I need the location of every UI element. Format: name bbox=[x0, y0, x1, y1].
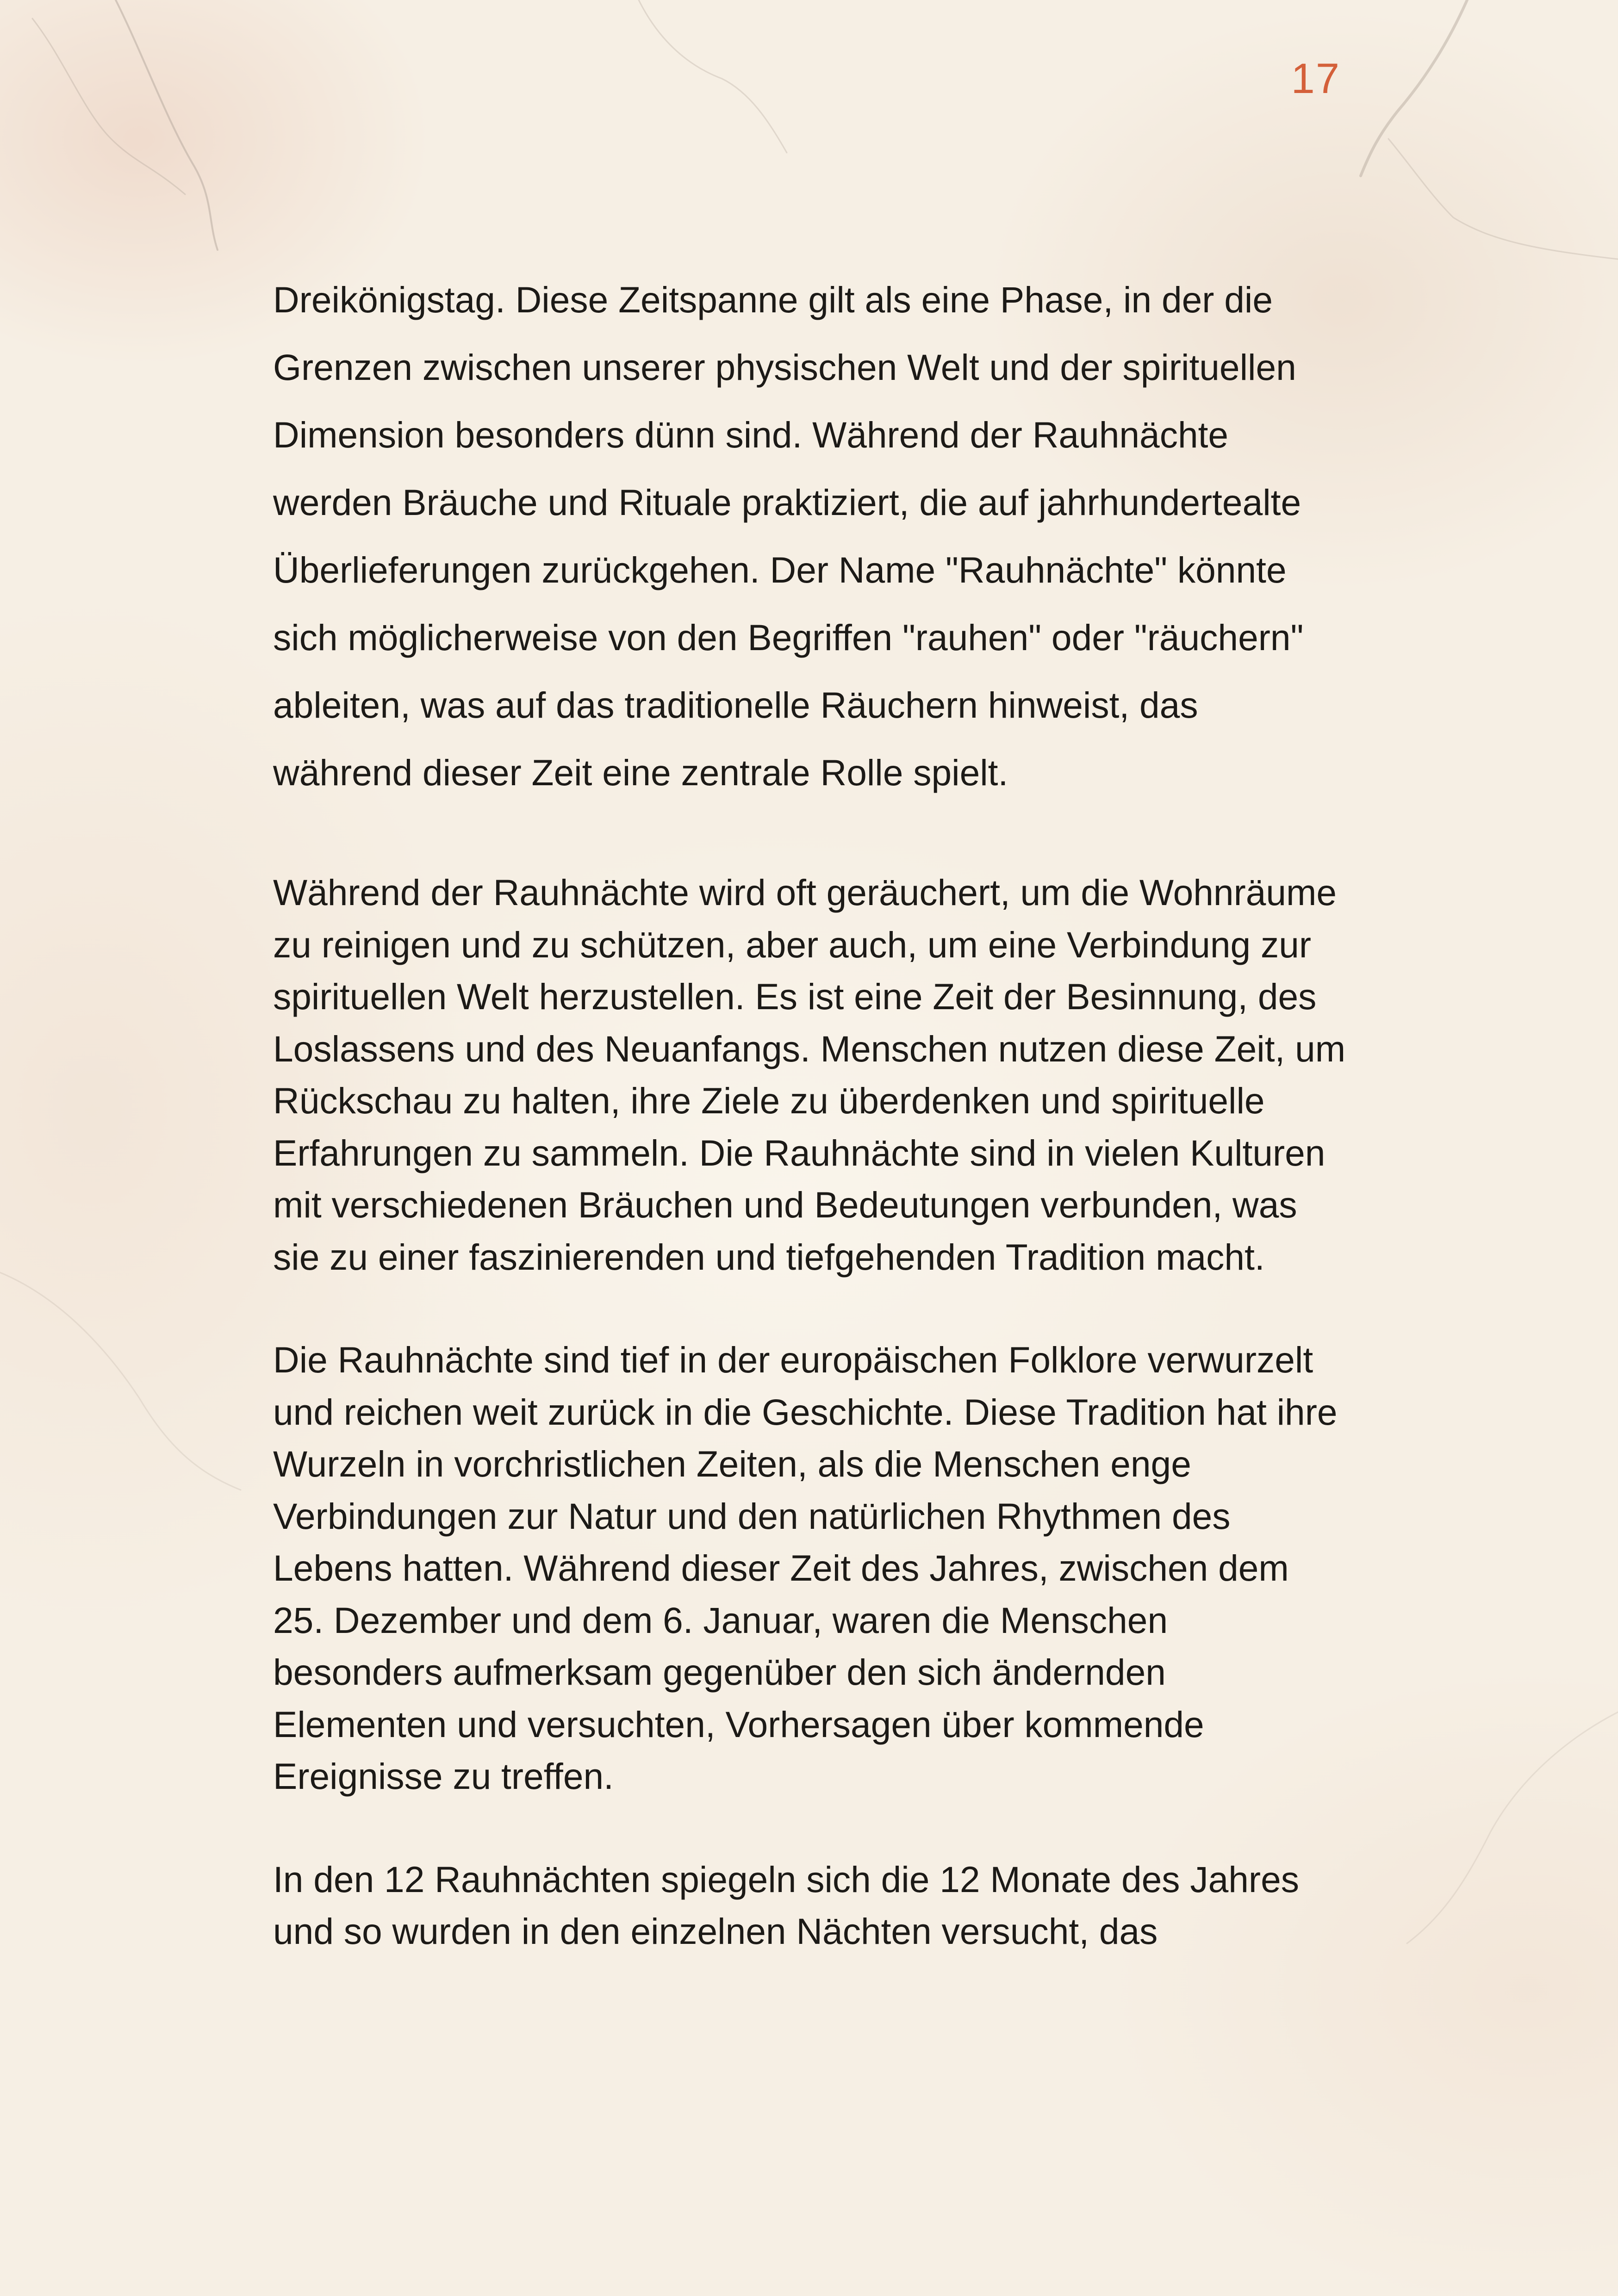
paper-crack-lower-right bbox=[1407, 1712, 1618, 1943]
paper-crack-right bbox=[1361, 0, 1467, 176]
paper-crack-top bbox=[639, 0, 787, 153]
paragraph-3: Die Rauhnächte sind tief in der europäischen Folklore verwurzelt und reichen weit zurück in die Geschichte. Diese Tradition hat ihre Wurzeln in vorchristlichen Zeiten, als die Menschen enge Verbindungen zur Natur und den natürlichen Rhythmen des Lebens hatten. Während dieser Zeit des Jahres, zwischen dem 25. Dezember und dem 6. Januar, waren die Menschen besonders aufmerksam gegenüber den sich ändernden Elementen und versuchten, Vorhersagen über kommende Ereignisse zu treffen. bbox=[273, 1340, 1338, 1797]
paper-crack-right-branch bbox=[1388, 139, 1618, 259]
page-number: 17 bbox=[1291, 55, 1340, 102]
paper-crack-left-branch bbox=[32, 19, 185, 194]
paper-crack-lower-left bbox=[0, 1272, 241, 1490]
paragraph-1: Dreikönigstag. Diese Zeitspanne gilt als eine Phase, in der die Grenzen zwischen unserer physischen Welt und der spirituellen Dimension besonders dünn sind. Während der Rauhnächte werden Bräuche und Rituale praktiziert, die auf jahrhundertealte Überlieferungen zurückgehen. Der Name "Rauhnächte" könnte sich möglicherweise von den Begriffen "rauhen" oder "räuchern" ableiten, was auf das traditionelle Räuchern hinweist, das während dieser Zeit eine zentrale Rolle spielt. bbox=[273, 279, 1304, 793]
paragraph-2: Während der Rauhnächte wird oft geräuchert, um die Wohnräume zu reinigen und zu schützen, aber auch, um eine Verbindung zur spirituellen Welt herzustellen. Es ist eine Zeit der Besinnung, des Loslassens und des Neuanfangs. Menschen nutzen diese Zeit, um Rückschau zu halten, ihre Ziele zu überdenken und spirituelle Erfahrungen zu sammeln. Die Rauhnächte sind in vielen Kulturen mit verschiedenen Bräuchen und Bedeutungen verbunden, was sie zu einer faszinierenden und tiefgehenden Tradition macht. bbox=[273, 872, 1346, 1278]
paper-crack-left bbox=[116, 0, 218, 250]
body-text bbox=[273, 266, 1347, 1958]
paragraph-4: In den 12 Rauhnächten spiegeln sich die 12 Monate des Jahres und so wurden in den einzelnen Nächten versucht, das bbox=[273, 1859, 1299, 1952]
